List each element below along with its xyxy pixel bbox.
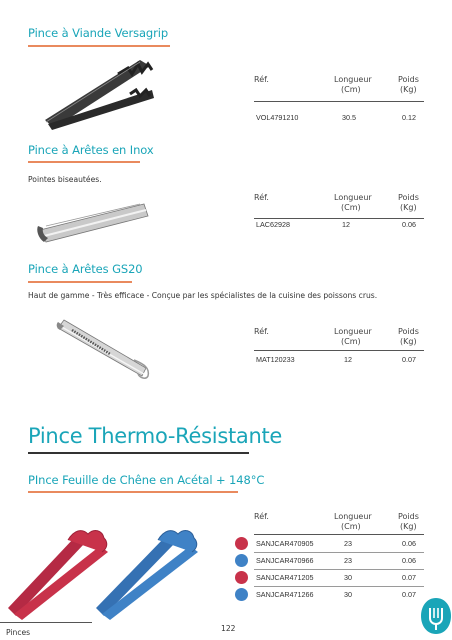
section-description: Haut de gamme - Très efficace - Conçue par les spécialistes de la cuisine des poissons crus. <box>28 291 378 300</box>
row-ref: MAT120233 <box>256 355 295 364</box>
header-length-unit: (Cm) <box>341 203 361 212</box>
header-length-unit: (Cm) <box>341 85 361 94</box>
header-ref: Réf. <box>254 75 269 84</box>
gs20-tweezers-image <box>50 310 160 385</box>
spec-header <box>254 327 424 349</box>
row-divider <box>254 586 424 587</box>
table-row <box>254 539 424 549</box>
acetal-tongs-image <box>4 516 204 620</box>
spec-header <box>254 75 424 97</box>
row-length: 23 <box>344 539 352 548</box>
section-title-inox: Pince à Arêtes en Inox <box>28 143 154 157</box>
spec-header <box>254 193 424 215</box>
spec-rule <box>254 350 424 351</box>
header-length-unit: (Cm) <box>341 522 361 531</box>
footer-rule <box>0 622 92 623</box>
section-rule <box>28 45 170 47</box>
row-length: 30 <box>344 590 352 599</box>
table-row <box>254 113 424 123</box>
row-weight: 0.12 <box>402 113 416 122</box>
table-row <box>254 556 424 566</box>
header-length: Longueur <box>334 193 372 202</box>
table-row <box>254 590 424 600</box>
spec-rule <box>254 218 424 219</box>
section-title-versagrip: Pince à Viande Versagrip <box>28 26 169 40</box>
header-length: Longueur <box>334 512 372 521</box>
table-row <box>254 220 424 230</box>
row-ref: SANJCAR471205 <box>256 573 314 582</box>
section-rule <box>28 281 132 283</box>
header-weight: Poids <box>398 327 419 336</box>
category-rule <box>28 452 249 454</box>
header-length: Longueur <box>334 75 372 84</box>
row-weight: 0.06 <box>402 556 416 565</box>
row-weight: 0.06 <box>402 539 416 548</box>
header-weight: Poids <box>398 193 419 202</box>
row-ref: SANJCAR470905 <box>256 539 314 548</box>
row-length: 12 <box>342 220 350 229</box>
row-weight: 0.06 <box>402 220 416 229</box>
header-ref: Réf. <box>254 193 269 202</box>
spec-rule <box>254 101 424 102</box>
section-description: Pointes biseautées. <box>28 175 102 184</box>
row-length: 12 <box>344 355 352 364</box>
page-number: 122 <box>221 624 236 633</box>
row-length: 23 <box>344 556 352 565</box>
brand-logo-icon <box>420 596 452 636</box>
subsection-title: PInce Feuille de Chêne en Acétal + 148°C <box>28 473 265 487</box>
header-weight-unit: (Kg) <box>400 337 417 346</box>
row-ref: SANJCAR471266 <box>256 590 314 599</box>
header-weight-unit: (Kg) <box>400 85 417 94</box>
table-row <box>254 573 424 583</box>
row-length: 30 <box>344 573 352 582</box>
header-weight: Poids <box>398 512 419 521</box>
color-swatch-blue <box>235 588 248 601</box>
color-swatch-blue <box>235 554 248 567</box>
header-length: Longueur <box>334 327 372 336</box>
row-ref: SANJCAR470966 <box>256 556 314 565</box>
row-weight: 0.07 <box>402 355 416 364</box>
color-swatch-red <box>235 537 248 550</box>
row-divider <box>254 552 424 553</box>
header-weight: Poids <box>398 75 419 84</box>
inox-tweezers-image <box>34 186 154 246</box>
row-ref: VOL4791210 <box>256 113 299 122</box>
section-rule <box>28 161 140 163</box>
color-swatch-red <box>235 571 248 584</box>
header-ref: Réf. <box>254 512 269 521</box>
table-row <box>254 355 424 365</box>
header-weight-unit: (Kg) <box>400 203 417 212</box>
row-ref: LAC62928 <box>256 220 290 229</box>
category-title: Pince Thermo-Résistante <box>28 424 283 448</box>
section-title-gs20: Pince à Arêtes GS20 <box>28 262 143 276</box>
header-weight-unit: (Kg) <box>400 522 417 531</box>
footer-label: Pinces <box>6 628 31 637</box>
section-rule <box>28 491 238 493</box>
row-weight: 0.07 <box>402 573 416 582</box>
spec-header <box>254 512 424 534</box>
spec-rule <box>254 534 424 535</box>
row-length: 30.5 <box>342 113 356 122</box>
header-length-unit: (Cm) <box>341 337 361 346</box>
row-divider <box>254 569 424 570</box>
row-weight: 0.07 <box>402 590 416 599</box>
header-ref: Réf. <box>254 327 269 336</box>
versagrip-tongs-image <box>40 50 160 135</box>
